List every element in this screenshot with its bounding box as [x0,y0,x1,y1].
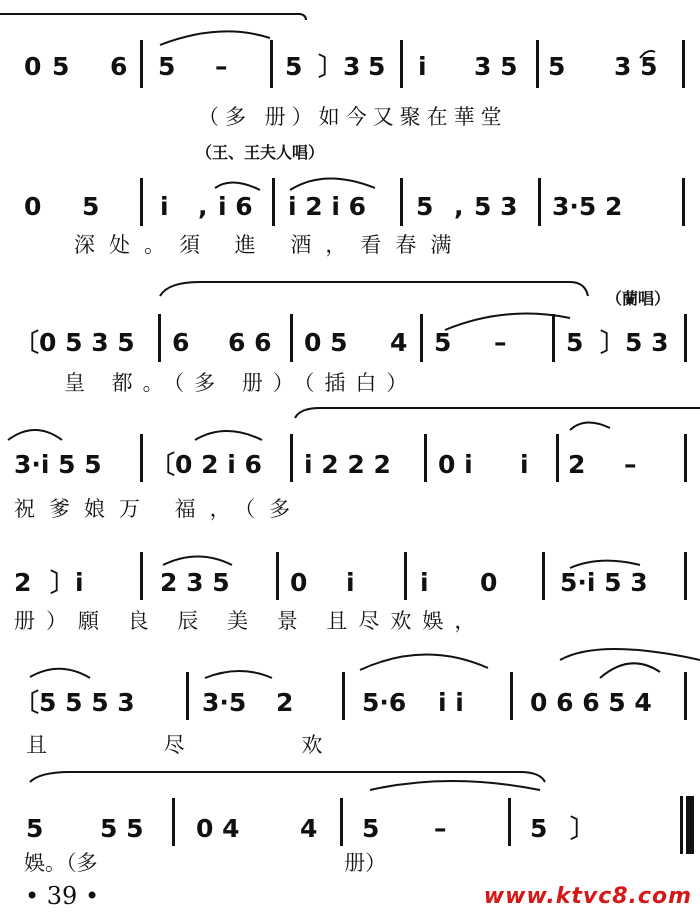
barline [424,434,427,482]
barline [270,40,273,88]
singer-annotation: （王、王夫人唱） [196,143,325,162]
notation-line: 〔5 5 5 3 3·5 2 5·6 i i 0 6 6 5 4 [0,688,700,728]
barline [158,314,161,362]
notation-line: 2 〕i 2 3 5 0 i i 0 5·i 5 3 [0,568,700,608]
barline [552,314,555,362]
slur [8,430,62,440]
slur [160,282,588,296]
lyrics-line: （多 册）如今又聚在華堂 [198,105,508,129]
barline [140,40,143,88]
page-number: • 39 • [25,882,100,910]
barline [400,40,403,88]
barline [340,798,343,846]
slur [295,408,700,418]
notation-line: 0 5 i , i 6 i 2 i 6 5 , 5 3 3·5 2 [0,192,700,232]
barline [140,178,143,226]
barline [290,434,293,482]
barline [556,434,559,482]
notation-line: 0 5 6 5 – 5 〕3 5 i 3 5 5 3 5 [0,52,700,92]
barline [538,178,541,226]
barline [404,552,407,600]
barline [172,798,175,846]
slur [30,669,90,678]
slur [360,654,488,670]
barline [276,552,279,600]
slur [0,14,306,20]
slur [560,649,700,660]
singer-annotation: （蘭唱） [606,289,671,308]
lyrics-line: 祝爹娘万 福，（多 [14,497,305,521]
slur [370,781,540,790]
slur [600,663,660,678]
barline [290,314,293,362]
barline [684,672,687,720]
barline [684,434,687,482]
slur [215,182,260,190]
barline [272,178,275,226]
watermark-logo: www.ktvc8.com [483,884,692,909]
barline [682,40,685,88]
lyrics-line: 皇 都。（多 册）（插白） [64,371,418,395]
slur [160,31,270,45]
barline [140,552,143,600]
slur [290,178,375,190]
slur [570,422,610,430]
lyrics-line: 册）願 良 辰 美 景 且尽欢娛， [14,609,487,633]
barline [682,178,685,226]
barline [342,672,345,720]
notation-line: 〔0 5 3 5 6 6 6 0 5 4 5 – 5 〕5 3 [0,328,700,368]
barline [420,314,423,362]
barline [400,178,403,226]
barline [186,672,189,720]
notation-line: 5 5 5 0 4 4 5 – 5 〕 [0,814,700,854]
barline [508,798,511,846]
lyrics-line: 且 尽 欢 [26,733,323,757]
slur [163,557,232,566]
barline [684,552,687,600]
barline [542,552,545,600]
barline [684,314,687,362]
slur [205,671,272,678]
notation-line: 3·i 5 5 〔0 2 i 6 i 2 2 2 0 i i 2 – [0,450,700,490]
slur [195,431,262,440]
barline [510,672,513,720]
lyrics-line: 深处。須 進 酒，看春满 [74,233,466,257]
slur [570,561,640,568]
barline [140,434,143,482]
lyrics-line: 娛。（多 册） [24,851,387,875]
barline [536,40,539,88]
